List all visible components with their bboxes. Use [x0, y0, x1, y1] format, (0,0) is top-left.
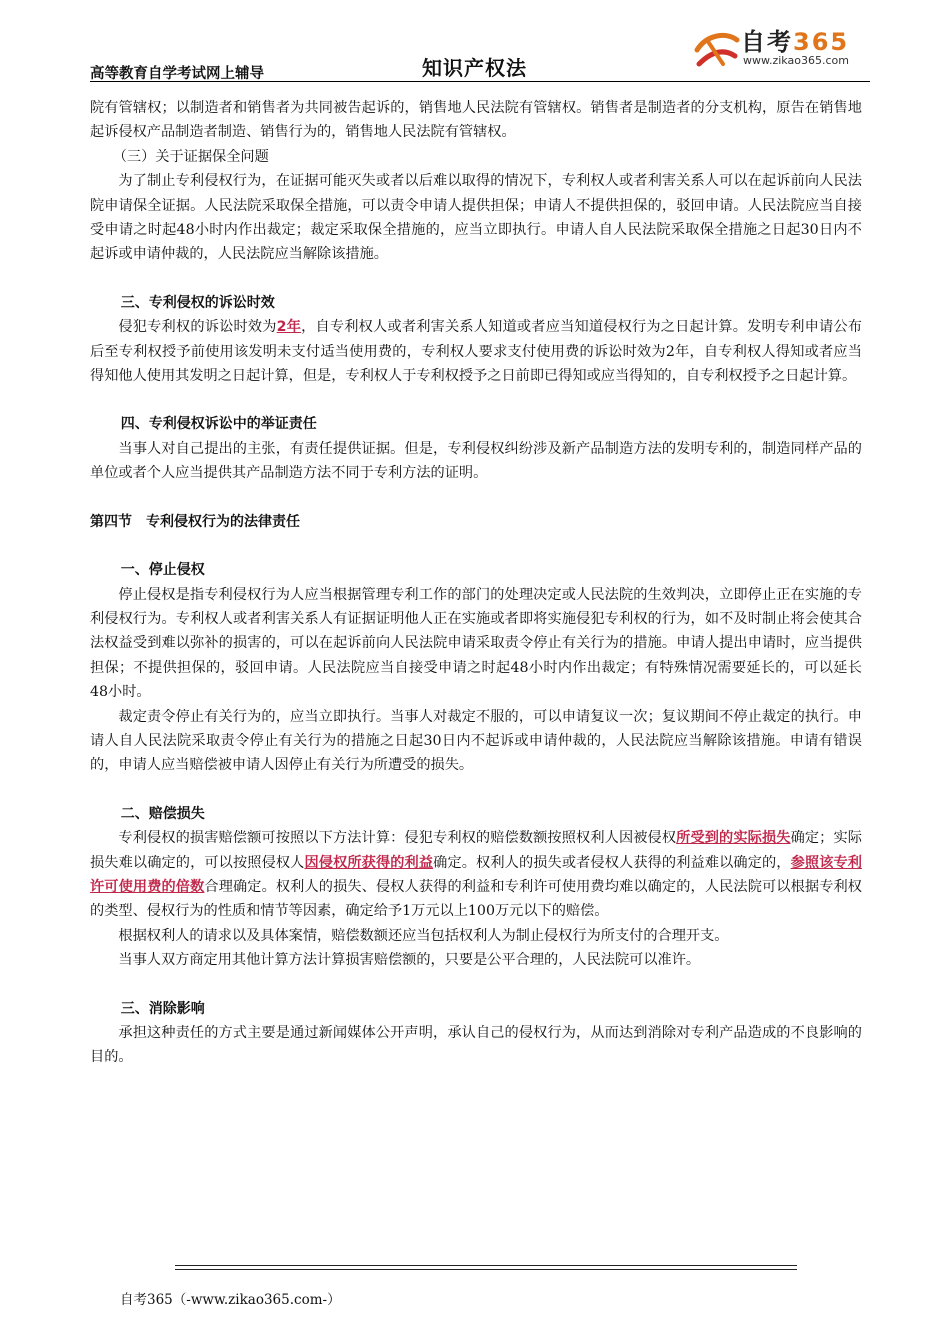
footer-rule: [175, 1265, 797, 1270]
paragraph-limitation: [90, 315, 862, 388]
spacer: [90, 973, 862, 997]
paragraph: 为了制止专利侵权行为，在证据可能灭失或者以后难以取得的情况下，专利权人或者利害关系人可以在起诉前向人民法院申请保全证据。人民法院采取保全措施，可以责令申请人提供担保；申请人不提供担保的，驳回申请。人民法院应当自接受申请之时起48小时内作出裁定；裁定采取保全措施的，应当立即执行。申请人自人民法院采取保全措施之日起30日内不起诉或申请仲裁的，人民法院应当解除该措施。: [90, 173, 862, 263]
document-body: [90, 96, 862, 1070]
zikao365-logo: [693, 22, 873, 74]
highlight-term: 所受到的实际损失: [676, 830, 791, 847]
header-subtitle: 高等教育自学考试网上辅导: [90, 66, 264, 82]
heading-damages: 二、赔偿损失: [120, 805, 205, 822]
paragraph-damages: [90, 826, 862, 924]
logo-swoosh-icon: [693, 30, 741, 70]
section-heading: 第四节 专利侵权行为的法律责任: [90, 513, 300, 530]
logo-url: www.zikao365.com: [743, 54, 849, 67]
text-run: ，自专利权人或者利害关系人知道或者应当知道侵权行为之日起计算。发明专利申请公布后至专利权授予前使用该发明未支付适当使用费的，专利权人要求支付使用费的诉讼时效为2年，自专利权人得知或者应当得知他人使用其发明之日起计算，但是，专利权人于专利权授予之日前即已得知或应当得知的，自专利权授予之日起计算。: [90, 319, 862, 385]
heading-eliminate-effects: 三、消除影响: [120, 1000, 205, 1017]
paragraph: 承担这种责任的方式主要是通过新闻媒体公开声明，承认自己的侵权行为，从而达到消除对专利产品造成的不良影响的目的。: [90, 1025, 862, 1066]
spacer: [90, 388, 862, 412]
paragraph: 停止侵权是指专利侵权行为人应当根据管理专利工作的部门的处理决定或人民法院的生效判决，立即停止正在实施的专利侵权行为。专利权人或者利害关系人有证据证明他人正在实施或者即将实施侵犯专利权的行为，如不及时制止将会使其合法权益受到难以弥补的损害的，可以在起诉前向人民法院申请采取责令停止有关行为的措施。申请人提出申请时，应当提供担保；不提供担保的，驳回申请。人民法院应当自接受申请之时起48小时内作出裁定；有特殊情况需要延长的，可以延长48小时。: [90, 586, 862, 701]
footer-text: 自考365（-www.zikao365.com-）: [120, 1292, 341, 1308]
paragraph: 当事人双方商定用其他计算方法计算损害赔偿额的，只要是公平合理的，人民法院可以准许。: [118, 952, 701, 969]
text-run: 确定；实际损失难以确定的，可以按照侵权人: [90, 830, 862, 871]
text-run: 侵犯专利权的诉讼时效为: [118, 319, 277, 336]
logo-wordmark: [741, 22, 849, 57]
text-run: 确定。权利人的损失或者侵权人获得的利益难以确定的，: [433, 854, 791, 871]
heading-burden-of-proof: 四、专利侵权诉讼中的举证责任: [120, 416, 317, 433]
page-header: [90, 22, 870, 82]
text-run: 合理确定。权利人的损失、侵权人获得的利益和专利许可使用费均难以确定的，人民法院可以根据专利权的类型、侵权行为的性质和情节等因素，确定给予1万元以上100万元以下的赔偿。: [90, 878, 862, 920]
spacer: [90, 267, 862, 291]
header-rule: [90, 81, 870, 82]
spacer: [90, 778, 862, 802]
paragraph: 根据权利人的请求以及具体案情，赔偿数额还应当包括权利人为制止侵权行为所支付的合理开支。: [118, 927, 729, 944]
heading-stop-infringement: 一、停止侵权: [120, 562, 205, 579]
paragraph: 当事人对自己提出的主张，有责任提供证据。但是，专利侵权纠纷涉及新产品制造方法的发明专利的，制造同样产品的单位或者个人应当提供其产品制造方法不同于专利方法的证明。: [90, 440, 862, 482]
highlight-term: 参照该专利许可使用费的倍数: [90, 854, 862, 895]
logo-number: 365: [793, 28, 850, 56]
logo-brand: 自考: [741, 28, 793, 56]
spacer: [90, 534, 862, 558]
spacer: [90, 486, 862, 510]
text-run: 专利侵权的损害赔偿额可按照以下方法计算：侵犯专利权的赔偿数额按照权利人因被侵权: [118, 830, 677, 847]
subheading-evidence: （三）关于证据保全问题: [112, 148, 269, 165]
heading-limitation: 三、专利侵权的诉讼时效: [120, 294, 275, 311]
paragraph: 裁定责令停止有关行为的，应当立即执行。当事人对裁定不服的，可以申请复议一次；复议期间不停止裁定的执行。申请人自人民法院采取责令停止有关行为的措施之日起30日内不起诉或申请仲裁的，人民法院应当解除该措施。申请有错误的，申请人应当赔偿被申请人因停止有关行为所遭受的损失。: [90, 708, 862, 774]
header-title: 知识产权法: [422, 56, 527, 80]
highlight-term: 2年: [276, 319, 302, 336]
paragraph: 院有管辖权；以制造者和销售者为共同被告起诉的，销售地人民法院有管辖权。销售者是制造者的分支机构，原告在销售地起诉侵权产品制造者制造、销售行为的，销售地人民法院有管辖权。: [90, 100, 862, 141]
highlight-term: 因侵权所获得的利益: [304, 854, 434, 871]
